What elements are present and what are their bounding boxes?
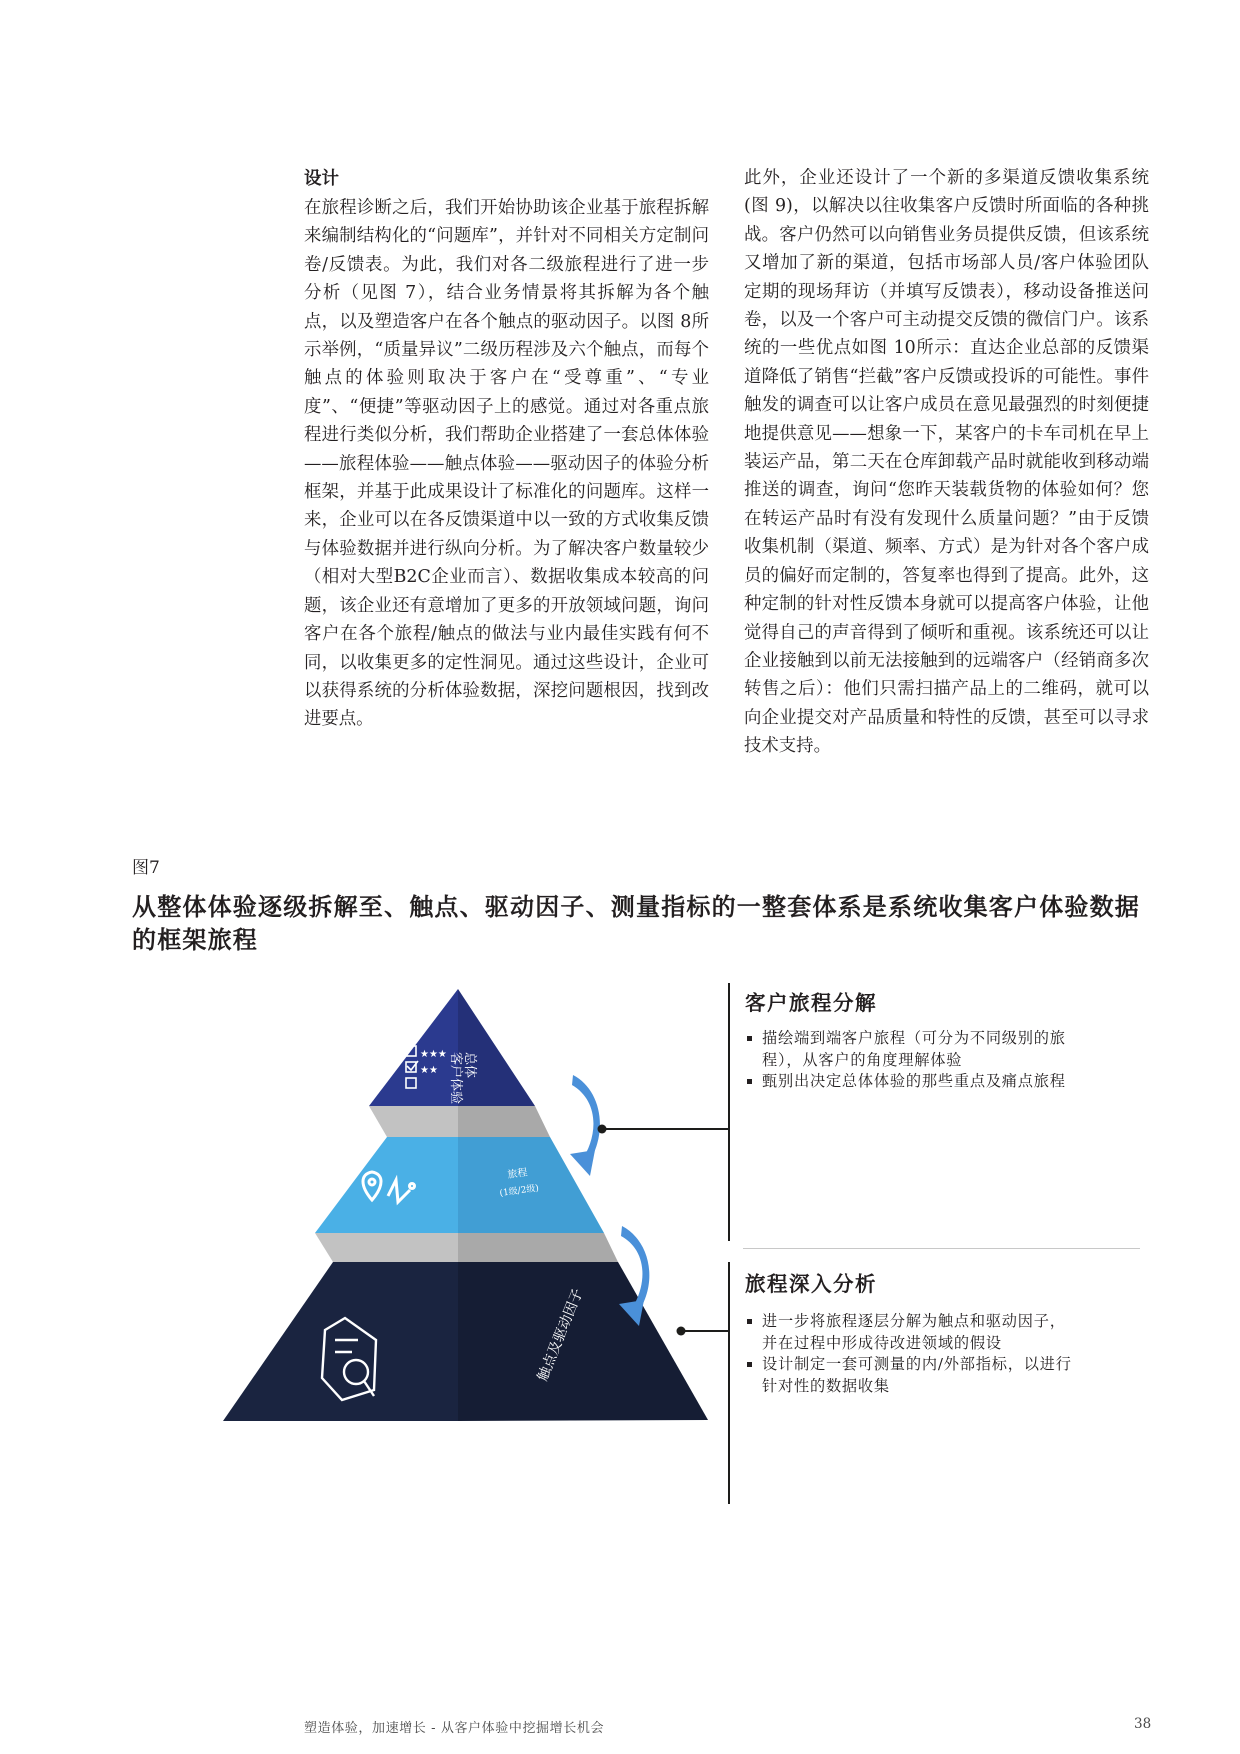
svg-text:★★★: ★★★ <box>420 1049 447 1060</box>
pyramid-separator <box>315 1233 458 1262</box>
bullet-item: 设计制定一套可测量的内/外部指标，以进行针对性的数据收集 <box>745 1354 1075 1397</box>
right-paragraph: 此外，企业还设计了一个新的多渠道反馈收集系统(图 9)，以解决以往收集客户反馈时所面临的各种挑战。客户仍然可以向销售业务员提供反馈，但该系统又增加了新的渠道，包括市场部人员/客户体验团队定期的现场拜访（并填写反馈表），移动设备推送问卷，以及一个客户可主动提交反馈的微信门户。该系统的一些优点如图 10所示：直达企业总部的反馈渠道降低了销售“拦截”客户反馈或投诉的可能性。事件触发的调查可以让客户成员在意见最强烈的时刻便捷地提供意见——想象一下，某客户的卡车司机在早上装运产品，第二天在仓库卸载产品时就能收到移动端推送的调查，询问“您昨天装载货物的体验如何？您在转运产品时有没有发现什么质量问题？”由于反馈收集机制（渠道、频率、方式）是为针对各个客户成员的偏好而定制的，答复率也得到了提高。此外，这种定制的针对性反馈本身就可以提高客户体验，让他觉得自己的声音得到了倾听和重视。该系统还可以让企业接触到以前无法接触到的远端客户（经销商多次转售之后）：他们只需扫描产品上的二维码，就可以向企业提交对产品质量和特性的反馈，甚至可以寻求技术支持。 <box>744 168 1149 757</box>
pyramid-middle-label-2: (1级/2级) <box>499 1183 540 1199</box>
panel-customer-journey <box>745 986 1075 1093</box>
figure-title: 从整体体验逐级拆解至、触点、驱动因子、测量指标的一整套体系是系统收集客户体验数据的框架旅程 <box>132 892 1140 954</box>
pyramid-top-label-1: 总体 <box>462 1052 477 1079</box>
left-paragraph: 在旅程诊断之后，我们开始协助该企业基于旅程拆解来编制结构化的“问题库”，并针对不同相关方定制问卷/反馈表。为此，我们对各二级旅程进行了进一步分析（见图 7），结合业务情景将其拆解为各个触点，以及塑造客户在各个触点的驱动因子。以图 8所示举例，“质量异议”二级历程涉及六个触点，而每个触点的体验则取决于客户在“受尊重”、“专业度”、“便捷”等驱动因子上的感觉。通过对各重点旅程进行类似分析，我们帮助企业搭建了一套总体体验——旅程体验——触点体验——驱动因子的体验分析框架，并基于此成果设计了标准化的问题库。这样一来，企业可以在各反馈渠道中以一致的方式收集反馈与体验数据并进行纵向分析。为了解决客户数量较少（相对大型B2C企业而言）、数据收集成本较高的问题，该企业还有意增加了更多的开放领域问题，询问客户在各个旅程/触点的做法与业内最佳实践有何不同，以收集更多的定性洞见。通过这些设计，企业可以获得系统的分析体验数据，深挖问题根因，找到改进要点。 <box>304 198 709 730</box>
bullet-item: 描绘端到端客户旅程（可分为不同级别的旅程），从客户的角度理解体验 <box>745 1028 1075 1071</box>
footer-title: 塑造体验，加速增长 - 从客户体验中挖掘增长机会 <box>304 1721 605 1736</box>
panel-title: 旅程深入分析 <box>745 1272 877 1296</box>
pyramid-middle-tier <box>315 1137 458 1233</box>
figure-label: 图7 <box>132 858 160 878</box>
pyramid-top-label-2: 客户体验 <box>448 1052 463 1105</box>
panel-divider-top <box>728 983 730 1241</box>
bullet-item: 进一步将旅程逐层分解为触点和驱动因子，并在过程中形成待改进领域的假设 <box>745 1311 1075 1354</box>
panel-journey-analysis <box>745 1267 1075 1397</box>
page-number: 38 <box>1134 1716 1152 1732</box>
pyramid-middle-label-1: 旅程 <box>506 1167 529 1181</box>
panel-title: 客户旅程分解 <box>745 991 877 1015</box>
arrow-top-to-middle <box>570 1075 600 1176</box>
panel-divider-bottom <box>728 1262 730 1504</box>
section-heading: 设计 <box>304 169 339 189</box>
panel-separator <box>743 1248 1140 1249</box>
pyramid-bottom-label: 触点及驱动因子 <box>534 1286 587 1384</box>
bullet-item: 甄别出决定总体体验的那些重点及痛点旅程 <box>745 1071 1075 1093</box>
svg-text:★★: ★★ <box>420 1065 438 1076</box>
